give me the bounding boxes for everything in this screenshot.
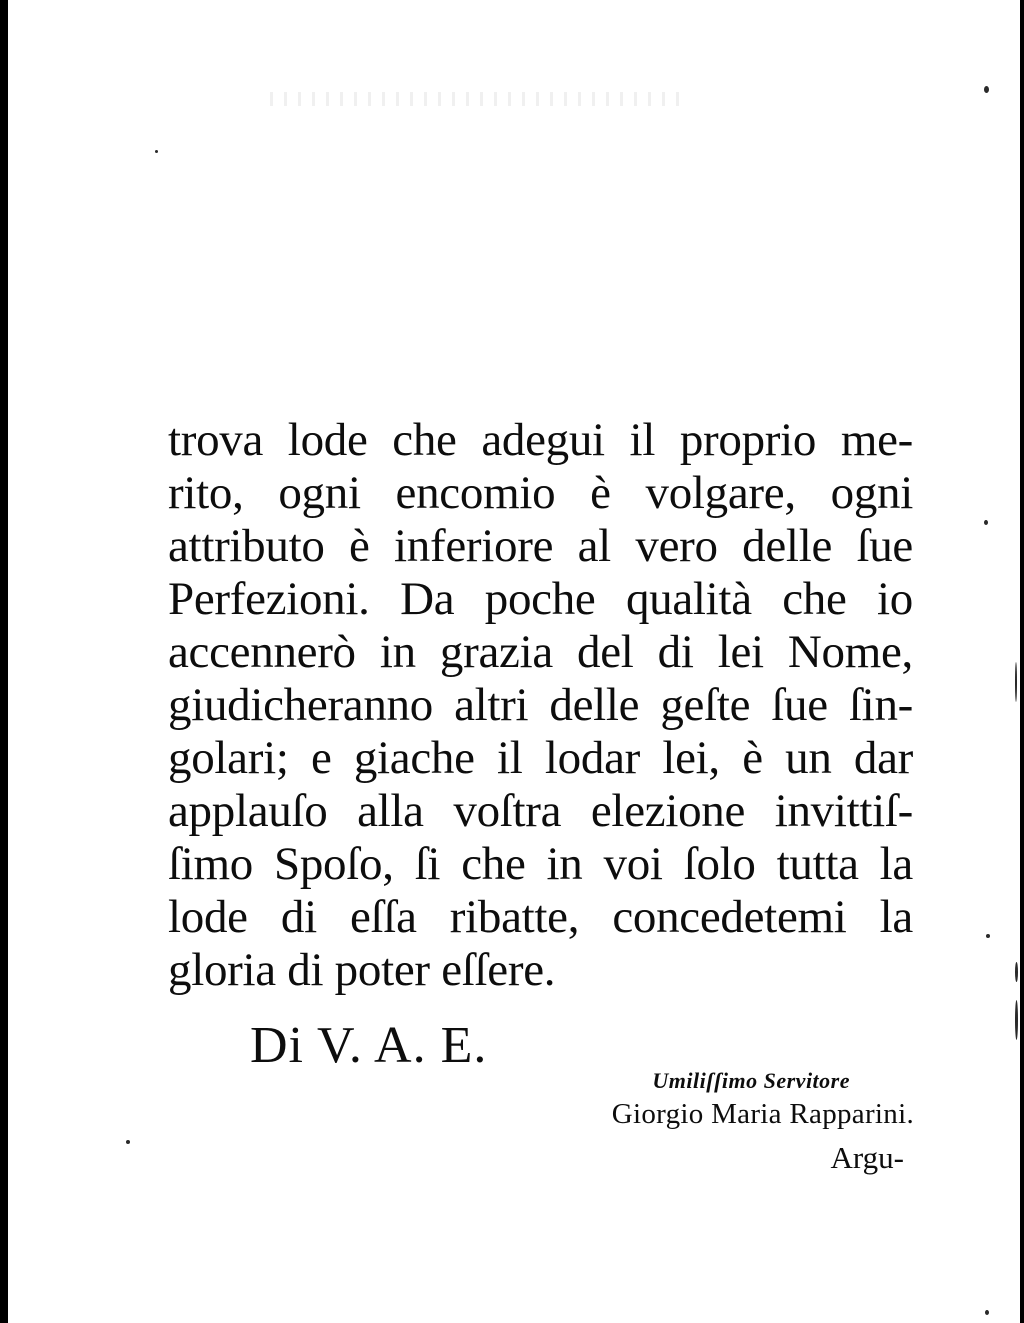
ink-speck <box>986 934 990 938</box>
ink-speck <box>1015 962 1018 982</box>
text-line: giudicheranno altri delle geſte ſue ſin- <box>168 679 913 731</box>
scan-right-border <box>1020 0 1024 1323</box>
signature-title: Umiliſſimo Servitore <box>652 1068 850 1093</box>
body-paragraph <box>168 414 913 997</box>
signature-name: Giorgio Maria Rapparini. <box>611 1098 914 1130</box>
text-line: gloria di poter eſſere. <box>168 944 556 996</box>
text-line: ſimo Spoſo, ſi che in voi ſolo tutta la <box>168 838 913 890</box>
text-line: applauſo alla voſtra elezione invittiſ- <box>168 785 913 837</box>
text-line: lode di eſſa ribatte, concedetemi la <box>168 891 913 943</box>
ink-speck <box>984 86 989 93</box>
ink-speck <box>126 1140 130 1144</box>
catchword: Argu- <box>830 1140 904 1175</box>
text-line: accennerò in grazia del di lei Nome, <box>168 626 913 678</box>
ink-speck <box>1015 662 1017 702</box>
scan-left-border <box>0 0 8 1323</box>
text-line: golari; e giache il lodar lei, è un dar <box>168 732 913 784</box>
text-line: rito, ogni encomio è volgare, ogni <box>168 467 913 519</box>
ink-speck <box>985 1310 989 1315</box>
bleed-through-shadow <box>270 92 690 106</box>
text-line: Perfezioni. Da poche qualità che io <box>168 573 913 625</box>
closing-salutation: Di V. A. E. <box>250 1017 488 1074</box>
ink-speck <box>984 520 988 525</box>
ink-speck <box>155 150 158 153</box>
ink-speck <box>1015 1000 1018 1040</box>
text-line: trova lode che adegui il proprio me- <box>168 414 913 466</box>
text-line: attributo è inferiore al vero delle ſue <box>168 520 913 572</box>
